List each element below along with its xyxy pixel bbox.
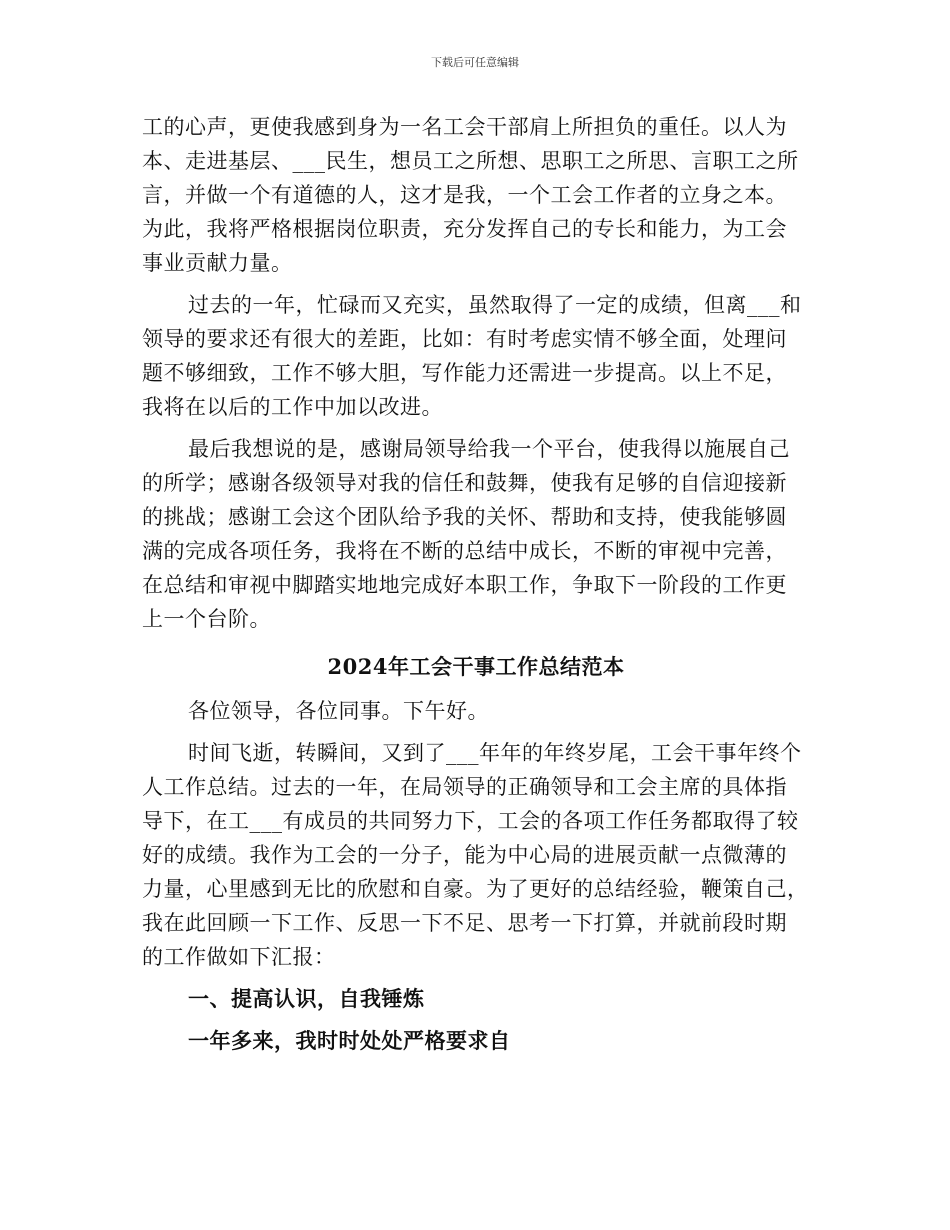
text-line: 我将在以后的工作中加以改进。 (142, 395, 443, 419)
text-line: 题不够细致，工作不够大胆，写作能力还需进一步提高。以上不足， (142, 361, 787, 385)
text-line: 的所学；感谢各级领导对我的信任和鼓舞，使我有足够的自信迎接新 (142, 471, 787, 495)
text-line: 在总结和审视中脚踏实地地完成好本职工作，争取下一阶段的工作更 (142, 573, 787, 597)
text-line: 的挑战；感谢工会这个团队给予我的关怀、帮助和支持，使我能够圆 (142, 505, 787, 529)
text-line: 人工作总结。过去的一年，在局领导的正确领导和工会主席的具体指 (142, 775, 787, 799)
paragraph-2 (142, 288, 810, 424)
text-line: 导下，在工___有成员的共同努力下，工会的各项工作任务都取得了较 (142, 809, 799, 833)
text-line: 事业贡献力量。 (142, 251, 293, 275)
text-line: 为此，我将严格根据岗位职责，充分发挥自己的专长和能力，为工会 (142, 217, 787, 241)
text-line: 本、走进基层、___民生，想员工之所想、思职工之所思、言职工之所 (142, 149, 799, 173)
text-line: 时间飞逝，转瞬间，又到了___年年的年终岁尾，工会干事年终个 (188, 741, 802, 765)
text-line: 最后我想说的是，感谢局领导给我一个平台，使我得以施展自己 (188, 437, 790, 461)
text-line: 好的成绩。我作为工会的一分子，能为中心局的进展贡献一点微薄的 (142, 843, 787, 867)
text-line: 过去的一年，忙碌而又充实，虽然取得了一定的成绩，但离___和 (188, 293, 802, 317)
text-line: 的工作做如下汇报： (142, 945, 336, 969)
bold-text-line: 一年多来，我时时处处严格要求自 (188, 1028, 511, 1053)
document-title: 2024年工会干事工作总结范本 (327, 654, 625, 679)
greeting: 各位领导，各位同事。下午好。 (188, 699, 489, 723)
page-header: 下载后可任意编辑 (431, 56, 519, 69)
section-heading: 一、提高认识，自我锤炼 (188, 986, 425, 1011)
text-line: 我在此回顾一下工作、反思一下不足、思考一下打算，并就前段时期 (142, 911, 787, 935)
text-line: 力量，心里感到无比的欣慰和自豪。为了更好的总结经验，鞭策自己， (142, 877, 809, 901)
text-line: 工的心声，更使我感到身为一名工会干部肩上所担负的重任。以人为 (142, 115, 787, 139)
paragraph-4 (142, 736, 810, 974)
paragraph-1 (142, 110, 810, 280)
text-line: 领导的要求还有很大的差距，比如：有时考虑实情不够全面，处理问 (142, 327, 787, 351)
text-line: 言，并做一个有道德的人，这才是我，一个工会工作者的立身之本。 (142, 183, 787, 207)
text-line: 满的完成各项任务，我将在不断的总结中成长，不断的审视中完善， (142, 539, 787, 563)
text-line: 上一个台阶。 (142, 607, 271, 631)
paragraph-3 (142, 432, 810, 636)
document-body (142, 110, 810, 1058)
